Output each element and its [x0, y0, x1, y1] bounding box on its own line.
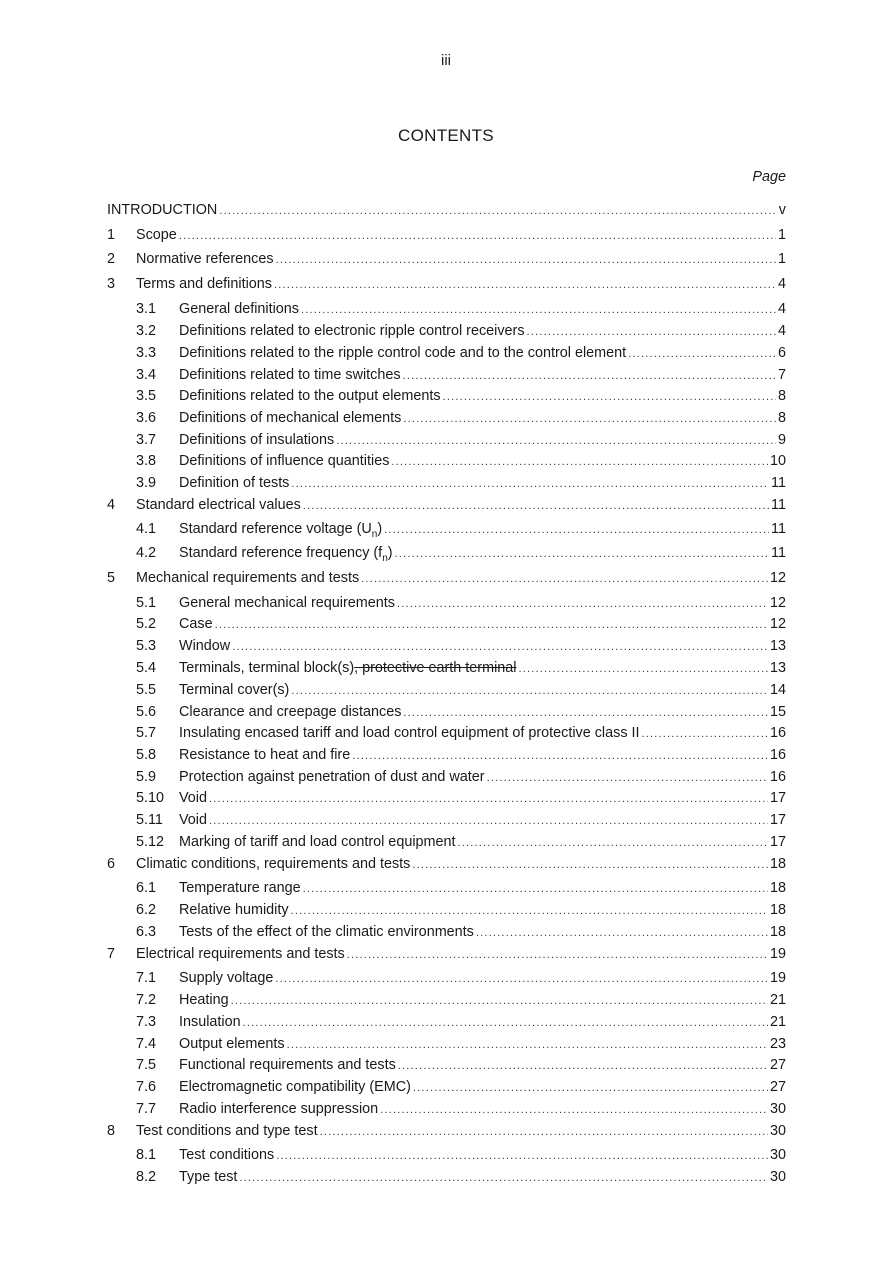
- toc-entry-title: Test conditions and type test: [136, 1123, 318, 1139]
- toc-entry-number: 3.4: [136, 367, 157, 383]
- toc-entry-number: 5.7: [136, 725, 157, 741]
- toc-entry-title: Terminal cover(s): [179, 682, 290, 698]
- toc-entry-page: 17: [769, 812, 786, 828]
- toc-entry-number: 6: [107, 856, 116, 872]
- dot-leader: [628, 344, 776, 364]
- toc-entry-page: 16: [769, 725, 786, 741]
- toc-entry-page: 30: [769, 1147, 786, 1163]
- toc-entry-title: Standard electrical values: [136, 497, 301, 513]
- toc-entry-number: 5: [107, 570, 116, 586]
- subscript: n: [382, 552, 388, 564]
- toc-entry-number: 7.4: [136, 1036, 157, 1052]
- toc-entry-number: 7.2: [136, 992, 157, 1008]
- toc-entry[interactable]: [136, 990, 786, 1010]
- dot-leader: [403, 409, 776, 429]
- toc-entry-title: Supply voltage: [179, 970, 274, 986]
- toc-entry-page: 1: [777, 251, 786, 267]
- toc-entry-page: 1: [777, 227, 786, 243]
- toc-entry-page: 4: [777, 276, 786, 292]
- toc-entry-page: 4: [777, 323, 786, 339]
- toc-entry-title: General definitions: [179, 301, 299, 317]
- toc-entry-page: 11: [771, 475, 786, 491]
- dot-leader: [275, 969, 768, 989]
- dot-leader: [215, 615, 768, 635]
- toc-entry-number: 1: [107, 227, 116, 243]
- toc-entry-page: 15: [769, 704, 786, 720]
- toc-entry-number: 5.11: [136, 812, 163, 828]
- dot-leader: [301, 300, 776, 320]
- page-column-label: Page: [752, 169, 786, 185]
- toc-entry-title: Definitions related to electronic ripple control receivers: [179, 323, 525, 339]
- toc-entry-number: 6.2: [136, 902, 157, 918]
- dot-leader: [320, 1122, 768, 1142]
- toc-entry[interactable]: [136, 430, 786, 450]
- toc-entry[interactable]: [136, 321, 786, 341]
- dot-leader: [403, 703, 768, 723]
- dot-leader: [527, 322, 776, 342]
- toc-entry-number: 4.1: [136, 521, 157, 537]
- toc-entry[interactable]: [136, 408, 786, 428]
- toc-entry[interactable]: [136, 922, 786, 942]
- dot-leader: [179, 226, 776, 246]
- toc-entry-title: Window: [179, 638, 231, 654]
- toc-entry-number: 3.8: [136, 453, 157, 469]
- toc-entry-title: Definitions of influence quantities: [179, 453, 390, 469]
- toc-entry[interactable]: [136, 723, 786, 743]
- toc-entry[interactable]: [136, 702, 786, 722]
- toc-entry-title: Radio interference suppression: [179, 1101, 379, 1117]
- toc-entry-title: Electrical requirements and tests: [136, 946, 345, 962]
- dot-leader: [361, 569, 768, 589]
- dot-leader: [276, 250, 776, 270]
- toc-entry-page: 18: [769, 880, 786, 896]
- toc-entry-title: Insulation: [179, 1014, 241, 1030]
- toc-entry-number: 5.1: [136, 595, 157, 611]
- toc-entry-page: 9: [777, 432, 786, 448]
- toc-entry[interactable]: [136, 343, 786, 363]
- toc-entry-number: 3.5: [136, 388, 157, 404]
- toc-entry[interactable]: [136, 658, 786, 678]
- toc-entry[interactable]: [107, 854, 786, 874]
- toc-entry-title: Definitions related to the ripple control code and to the control element: [179, 345, 627, 361]
- toc-entry[interactable]: [136, 543, 786, 563]
- dot-leader: [336, 431, 776, 451]
- toc-entry-title: INTRODUCTION: [107, 202, 218, 218]
- toc-entry-number: 7.6: [136, 1079, 157, 1095]
- toc-entry[interactable]: [136, 832, 786, 852]
- toc-entry-page: 4: [777, 301, 786, 317]
- dot-leader: [287, 1035, 768, 1055]
- toc-entry-page: 8: [777, 388, 786, 404]
- toc-entry-number: 3.2: [136, 323, 157, 339]
- toc-entry-title: Standard reference frequency $(f_n)$: [179, 545, 393, 564]
- toc-entry[interactable]: [136, 1055, 786, 1075]
- toc-entry-title: Definitions of insulations: [179, 432, 335, 448]
- toc-entry-number: 3: [107, 276, 116, 292]
- toc-entry-title: Temperature range: [179, 880, 301, 896]
- toc-entry[interactable]: [107, 944, 786, 964]
- toc-entry-page: 30: [769, 1123, 786, 1139]
- toc-entry-title: Case: [179, 616, 213, 632]
- dot-leader: [352, 746, 768, 766]
- toc-entry-page: 11: [771, 521, 786, 537]
- toc-entry-title: Climatic conditions, requirements and tests: [136, 856, 411, 872]
- toc-entry-number: 5.3: [136, 638, 157, 654]
- toc-entry[interactable]: [107, 1121, 786, 1141]
- dot-leader: [487, 768, 768, 788]
- toc-entry-number: 3.3: [136, 345, 157, 361]
- toc-entry-number: 5.4: [136, 660, 157, 676]
- toc-entry-page: v: [778, 202, 786, 218]
- toc-entry[interactable]: [136, 745, 786, 765]
- toc-entry-page: 23: [769, 1036, 786, 1052]
- toc-entry-page: 18: [769, 924, 786, 940]
- dot-leader: [519, 659, 768, 679]
- toc-entry[interactable]: [136, 968, 786, 988]
- toc-entry-title: Void: [179, 812, 208, 828]
- toc-entry-page: 13: [769, 638, 786, 654]
- toc-entry[interactable]: [136, 1034, 786, 1054]
- toc-entry[interactable]: [136, 386, 786, 406]
- toc-entry-page: 17: [769, 790, 786, 806]
- toc-entry-title: Mechanical requirements and tests: [136, 570, 360, 586]
- toc-entry-number: 3.9: [136, 475, 157, 491]
- toc-entry-title: Definitions related to time switches: [179, 367, 401, 383]
- toc-entry-title: Void: [179, 790, 208, 806]
- toc-entry-number: 5.9: [136, 769, 157, 785]
- dot-leader: [232, 637, 768, 657]
- toc-entry[interactable]: [136, 788, 786, 808]
- dot-leader: [274, 275, 776, 295]
- dot-leader: [443, 387, 776, 407]
- dot-leader: [398, 1056, 768, 1076]
- dot-leader: [413, 1078, 768, 1098]
- toc-entry[interactable]: [136, 519, 786, 539]
- toc-entry-number: 8: [107, 1123, 116, 1139]
- toc-entry-number: 7.5: [136, 1057, 157, 1073]
- toc-entry[interactable]: [136, 473, 786, 493]
- page-number: iii: [441, 52, 451, 69]
- page-title: CONTENTS: [398, 126, 494, 145]
- toc-entry-page: 19: [769, 946, 786, 962]
- dot-leader: [403, 366, 776, 386]
- toc-entry-number: 6.3: [136, 924, 157, 940]
- toc-entry[interactable]: [136, 680, 786, 700]
- subscript: n: [371, 528, 378, 540]
- toc-entry-title: Terms and definitions: [136, 276, 272, 292]
- toc-entry-title: Insulating encased tariff and load control equipment of protective class II: [179, 725, 640, 741]
- dot-leader: [458, 833, 768, 853]
- toc-entry-title: Scope: [136, 227, 177, 243]
- dot-leader: [291, 681, 768, 701]
- struck-text: , protective earth terminal: [354, 660, 517, 676]
- toc-entry[interactable]: [107, 495, 786, 515]
- toc-entry[interactable]: [136, 365, 786, 385]
- toc-entry-page: 19: [769, 970, 786, 986]
- toc-entry[interactable]: [136, 1012, 786, 1032]
- toc-entry-page: 7: [777, 367, 786, 383]
- toc-entry-page: 11: [771, 545, 786, 561]
- dot-leader: [209, 811, 768, 831]
- toc-entry-title: Electromagnetic compatibility (EMC): [179, 1079, 411, 1095]
- toc-entry-page: 12: [769, 570, 786, 586]
- toc-entry-page: 14: [769, 682, 786, 698]
- toc-entry[interactable]: [136, 1167, 786, 1187]
- dot-leader: [642, 724, 768, 744]
- toc-entry-page: 12: [769, 595, 786, 611]
- dot-leader: [219, 201, 776, 221]
- toc-entry-title: Normative references: [136, 251, 274, 267]
- toc-entry[interactable]: [136, 451, 786, 471]
- toc-entry-page: 18: [769, 856, 786, 872]
- toc-entry-number: 7: [107, 946, 116, 962]
- toc-entry-title: Tests of the effect of the climatic environments: [179, 924, 474, 940]
- toc-entry-number: 2: [107, 251, 116, 267]
- toc-entry-title: Definition of tests: [179, 475, 290, 491]
- toc-entry-number: 8.2: [136, 1169, 157, 1185]
- toc-entry-number: 5.5: [136, 682, 157, 698]
- toc-entry[interactable]: [136, 614, 786, 634]
- toc-entry-page: 21: [769, 1014, 786, 1030]
- toc-entry-page: 13: [769, 660, 786, 676]
- toc-entry-number: 4: [107, 497, 116, 513]
- toc-entry-page: 21: [769, 992, 786, 1008]
- toc-entry-page: 8: [777, 410, 786, 426]
- toc-entry-number: 4.2: [136, 545, 157, 561]
- toc-entry[interactable]: [136, 767, 786, 787]
- dot-leader: [380, 1100, 768, 1120]
- dot-leader: [397, 594, 768, 614]
- dot-leader: [209, 789, 768, 809]
- toc-entry-title: Relative humidity: [179, 902, 289, 918]
- toc-entry-page: 17: [769, 834, 786, 850]
- toc-entry-title: Marking of tariff and load control equipment: [179, 834, 456, 850]
- dot-leader: [276, 1146, 768, 1166]
- toc-entry-number: 5.10: [136, 790, 165, 806]
- toc-entry-number: 5.2: [136, 616, 157, 632]
- dot-leader: [303, 879, 768, 899]
- toc-entry[interactable]: [136, 810, 786, 830]
- dot-leader: [303, 496, 769, 516]
- toc-entry[interactable]: [107, 274, 786, 294]
- dot-leader: [239, 1168, 768, 1188]
- dot-leader: [412, 855, 768, 875]
- toc-entry-number: 5.6: [136, 704, 157, 720]
- toc-entry[interactable]: [136, 878, 786, 898]
- toc-entry-title: Standard reference voltage $(U_n)$: [179, 521, 383, 540]
- dot-leader: [476, 923, 768, 943]
- toc-entry-page: 30: [769, 1101, 786, 1117]
- dot-leader: [347, 945, 768, 965]
- dot-leader: [384, 520, 769, 540]
- toc-entry-title: Clearance and creepage distances: [179, 704, 402, 720]
- toc-entry-page: 27: [769, 1079, 786, 1095]
- toc-entry-page: 12: [769, 616, 786, 632]
- toc-entry-page: 30: [769, 1169, 786, 1185]
- dot-leader: [291, 901, 768, 921]
- toc-entry-number: 5.8: [136, 747, 157, 763]
- toc-entry-page: 11: [771, 497, 786, 513]
- toc-entry-title: Resistance to heat and fire: [179, 747, 351, 763]
- dot-leader: [395, 544, 770, 564]
- dot-leader: [231, 991, 768, 1011]
- toc-entry-number: 8.1: [136, 1147, 157, 1163]
- toc-entry-number: 3.6: [136, 410, 157, 426]
- toc-entry-page: 16: [769, 747, 786, 763]
- dot-leader: [291, 474, 769, 494]
- toc-entry[interactable]: [136, 900, 786, 920]
- toc-entry[interactable]: [136, 593, 786, 613]
- toc-entry-title: Output elements: [179, 1036, 285, 1052]
- toc-entry[interactable]: [107, 225, 786, 245]
- toc-entry[interactable]: [136, 1099, 786, 1119]
- dot-leader: [243, 1013, 768, 1033]
- toc-entry-page: 27: [769, 1057, 786, 1073]
- toc-entry[interactable]: [136, 636, 786, 656]
- toc-entry-number: 7.7: [136, 1101, 157, 1117]
- toc-entry-page: 16: [769, 769, 786, 785]
- toc-entry-title: Definitions related to the output elements: [179, 388, 441, 404]
- toc-entry-title: Test conditions: [179, 1147, 275, 1163]
- toc-entry-number: 7.1: [136, 970, 157, 986]
- toc-entry[interactable]: [136, 1145, 786, 1165]
- toc-entry-title: Heating: [179, 992, 229, 1008]
- toc-entry-number: 5.12: [136, 834, 165, 850]
- toc-entry-title: Functional requirements and tests: [179, 1057, 396, 1073]
- toc-entry-page: 6: [777, 345, 786, 361]
- toc-entry-number: 6.1: [136, 880, 157, 896]
- toc-entry-title: Type test: [179, 1169, 238, 1185]
- toc-entry[interactable]: [136, 1077, 786, 1097]
- toc-entry-title: Terminals, terminal block(s), protective earth terminal: [179, 660, 517, 676]
- toc-entry[interactable]: [107, 568, 786, 588]
- toc-entry-title: Protection against penetration of dust and water: [179, 769, 485, 785]
- toc-entry[interactable]: [107, 249, 786, 269]
- toc-entry[interactable]: [136, 299, 786, 319]
- toc-entry-title: General mechanical requirements: [179, 595, 395, 611]
- toc-entry-page: 10: [769, 453, 786, 469]
- dot-leader: [391, 452, 768, 472]
- toc-entry[interactable]: [107, 200, 786, 220]
- toc-entry-number: 7.3: [136, 1014, 157, 1030]
- toc-entry-page: 18: [769, 902, 786, 918]
- toc-entry-title: Definitions of mechanical elements: [179, 410, 402, 426]
- toc-entry-number: 3.1: [136, 301, 157, 317]
- toc-entry-number: 3.7: [136, 432, 157, 448]
